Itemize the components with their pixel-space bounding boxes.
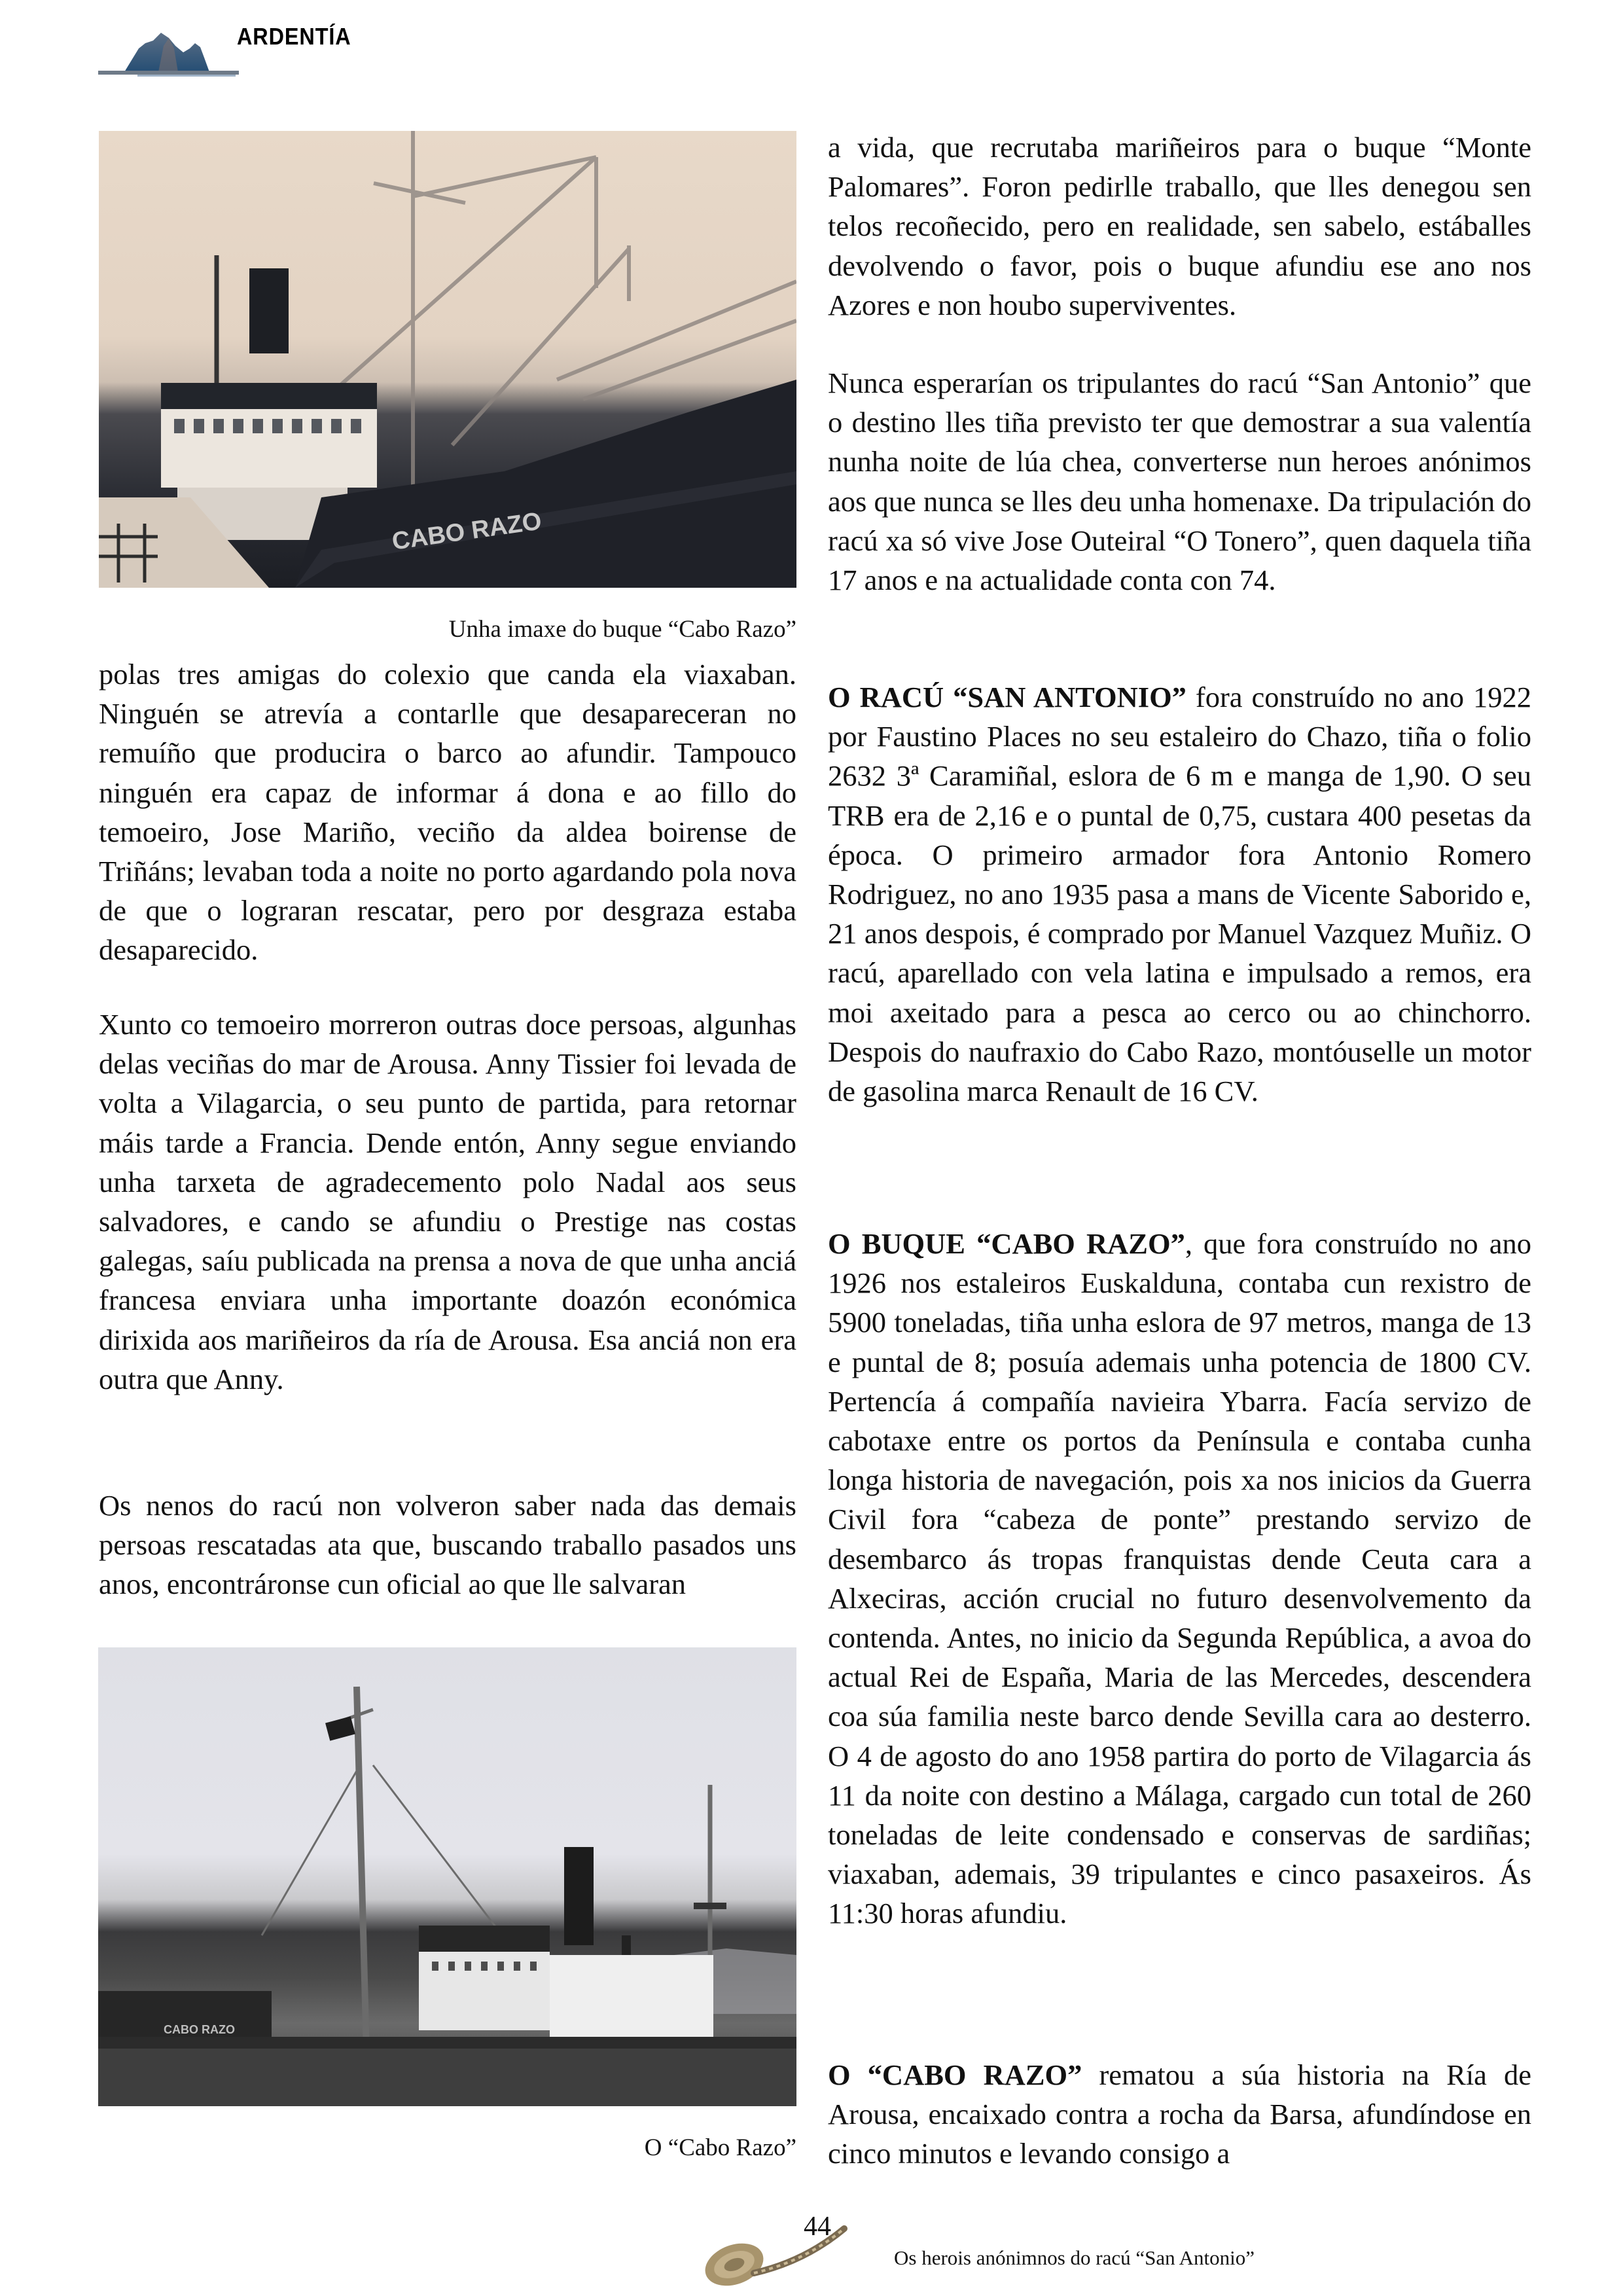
photo-caption: O “Cabo Razo” [644,2134,796,2161]
running-footer-title: Os herois anónimnos do racú “San Antonio” [894,2246,1255,2269]
svg-text:CABO RAZO: CABO RAZO [164,2023,235,2036]
body-paragraph: O BUQUE “CABO RAZO”, que fora construído no ano 1926 nos estaleiros Euskalduna, contaba cun rexistro de 5900 toneladas, tiña unha eslora de 97 metros, manga de 13 e puntal de 8; posuía ademais unha potencia de 1800 CV. Pertencía á compañía navieira Ybarra. Facía servizo de cabotaxe entre os portos da Península e contaba cunha longa historia de navegación, pois xa nos inicios da Guerra Civil fora “cabeza de ponte” prestando servizo de desembarco ás tropas franquistas dende Ceuta cara a Alxeciras, acción crucial no futuro desenvolvemento da contenda. Antes, no inicio da Segunda República, a avoa do actual Rei de España, Maria de las Mercedes, descendera coa súa familia neste barco dende Sevilla cara ao desterro. O 4 de agosto do ano 1958 partira do porto de Vilagarcia ás 11 da noite con destino a Málaga, cargado cun total de 260 toneladas de leite condensado e conservas de sardiñas; viaxaban, ademais, 39 tripulantes e cinco pasaxeiros. Ás 11:30 horas afundiu. [828,1227,1531,1930]
ship-photo-docked [99,131,796,588]
body-paragraph: Nunca esperarían os tripulantes do racú “San Antonio” que o destino lles tiña previsto ter que demostrar a sua valentía nunha noite de lúa chea, converterse nun heroes anónimos aos que nunca se lles deu unha homenaxe. Da tripulación do racú xa só vive Jose Outeiral “O Tonero”, quen daquela tiña 17 anos e na actualidade conta con 74. [828,367,1531,597]
mountain-island-logo-icon [98,26,255,77]
photo-caption: Unha imaxe do buque “Cabo Razo” [448,616,796,643]
svg-text:CABO RAZO: CABO RAZO [390,507,544,556]
magazine-brand-title: ARDENTÍA [237,23,351,50]
section-lead-cabo-razo-end: O “CABO RAZO” [828,2058,1082,2091]
body-paragraph: O RACÚ “SAN ANTONIO” fora construído no ano 1922 por Faustino Places no seu estaleiro do Chazo, tiña o folio 2632 3ª Caramiñal, eslora de 6 m e manga de 1,90. O seu TRB era de 2,16 e o puntal de 0,75, custara 400 pesetas da época. O primeiro armador fora Antonio Romero Rodriguez, no ano 1935 pasa a mans de Vicente Saborido e, 21 anos despois, é comprado por Manuel Vazquez Muñiz. O racú, aparellado con vela latina e impulsado a remos, era moi axeitado para a pesca ao cerco ou ao chinchorro. Despois do naufraxio do Cabo Razo, montóuselle un motor de gasolina marca Renault de 16 CV. [828,681,1531,1108]
body-paragraph: polas tres amigas do colexio que canda ela viaxaban. Ninguén se atrevía a contarlle que desapareceran no remuíño que producira o barco ao afundir. Tampouco ninguén era capaz de informar á dona e ao fillo do temoeiro, Jose Mariño, veciño da aldea boirense de Triñáns; levaban toda a noite no porto agardando pola nova de que o lograran rescatar, pero por desgraza estaba desaparecido. [99,658,796,967]
body-paragraph: Xunto co temoeiro morreron outras doce persoas, algunhas delas veciñas do mar de Arousa. Anny Tissier foi levada de volta a Vilagarcia, o seu punto de partida, para retornar máis tarde a Francia. Dende entón, Anny segue enviando unha tarxeta de agradecemento polo Nadal aos seus salvadores, e cando se afundiu o Prestige nas costas galegas, saíu publicada na prensa a nova de que unha anciá francesa enviara unha importante doazón económica dirixida aos mariñeiros da ría de Arousa. Esa anciá non era outra que Anny. [99,1008,796,1395]
ship-photo-at-sea [98,1647,796,2106]
body-paragraph: O “CABO RAZO” rematou a súa historia na Ría de Arousa, encaixado contra a rocha da Barsa, afundíndose en cinco minutos e levando consigo a [828,2058,1531,2170]
body-paragraph: Os nenos do racú non volveron saber nada das demais persoas rescatadas ata que, buscando traballo pasados uns anos, encontráronse cun oficial ao que lle salvaran [99,1489,796,1601]
page-number: 44 [804,2212,831,2242]
body-paragraph: a vida, que recrutaba mariñeiros para o buque “Monte Palomares”. Foron pedirlle traballo, que lles denegou sen telos recoñecido, pero en realidade, sen sabelo, estáballes devolvendo o favor, pois o buque afundiu ese ano nos Azores e non houbo superviventes. [828,131,1531,321]
section-lead-san-antonio: O RACÚ “SAN ANTONIO” [828,681,1186,713]
coiled-rope-icon [694,2202,883,2287]
section-lead-cabo-razo: O BUQUE “CABO RAZO” [828,1227,1185,1260]
